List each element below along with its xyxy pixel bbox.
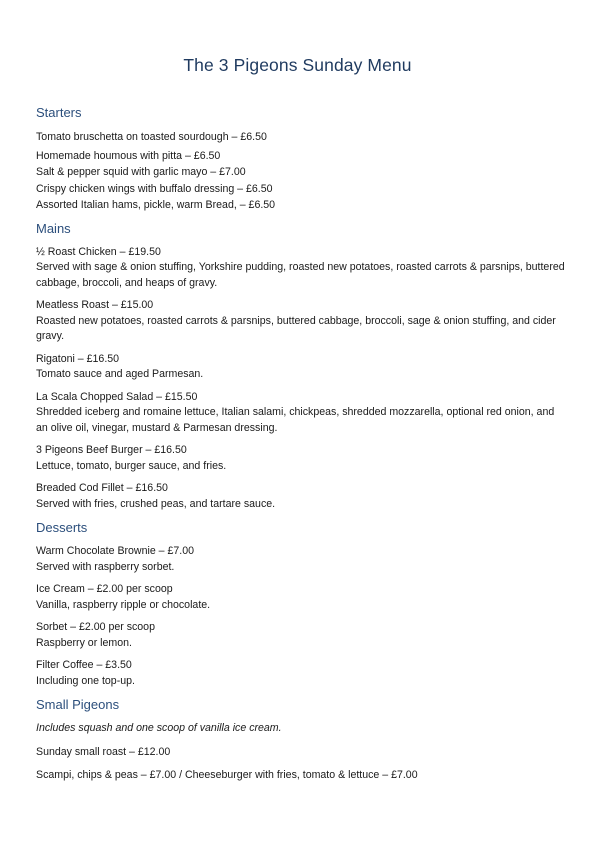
dessert-item (36, 620, 566, 651)
main-item-description: Roasted new potatoes, roasted carrots & parsnips, buttered cabbage, broccoli, sage & onion stuffing, and cider gravy. (36, 314, 556, 342)
small-pigeons-section (36, 696, 566, 784)
main-item-description: Lettuce, tomato, burger sauce, and fries. (36, 459, 227, 472)
dessert-item-name: Filter Coffee – £3.50 (36, 659, 132, 671)
dessert-item-description: Raspberry or lemon. (36, 636, 132, 649)
mains-heading: Mains (36, 220, 71, 236)
main-item-name: Meatless Roast – £15.00 (36, 299, 154, 311)
starters-section (36, 104, 566, 214)
dessert-item-name: Sorbet – £2.00 per scoop (36, 621, 155, 633)
main-item (36, 352, 566, 383)
starter-item: Salt & pepper squid with garlic mayo – £7.00 (36, 166, 246, 178)
main-item-name: Breaded Cod Fillet – £16.50 (36, 482, 168, 494)
main-item (36, 390, 566, 437)
starter-item: Homemade houmous with pitta – £6.50 (36, 149, 221, 162)
desserts-heading: Desserts (36, 520, 88, 535)
main-item-name: Rigatoni – £16.50 (36, 352, 120, 365)
main-item-description: Served with sage & onion stuffing, Yorkshire pudding, roasted new potatoes, roasted carrots & parsnips, buttered cabbage, broccoli, and heaps of gravy. (36, 261, 565, 289)
dessert-item (36, 544, 566, 575)
main-item (36, 481, 566, 512)
main-item-name: 3 Pigeons Beef Burger – £16.50 (36, 444, 187, 456)
dessert-item-description: Served with raspberry sorbet. (36, 560, 175, 573)
main-item-name: La Scala Chopped Salad – £15.50 (36, 390, 198, 403)
dessert-item-description: Vanilla, raspberry ripple or chocolate. (36, 598, 211, 611)
small-pigeons-item: Scampi, chips & peas – £7.00 / Cheeseburger with fries, tomato & lettuce – £7.00 (36, 769, 418, 781)
dessert-item-name: Ice Cream – £2.00 per scoop (36, 583, 173, 595)
starter-item: Assorted Italian hams, pickle, warm Bread, – £6.50 (36, 199, 276, 211)
main-item-description: Tomato sauce and aged Parmesan. (36, 368, 204, 380)
mains-section (36, 220, 566, 513)
dessert-item-description: Including one top-up. (36, 674, 135, 687)
dessert-item (36, 658, 566, 689)
main-item-description: Shredded iceberg and romaine lettuce, Italian salami, chickpeas, shredded mozzarella, optional red onion, and an olive oil, vinegar, mustard & Parmesan dressing. (36, 406, 555, 434)
starters-heading: Starters (36, 105, 82, 120)
main-item-description: Served with fries, crushed peas, and tartare sauce. (36, 497, 276, 510)
small-pigeons-heading: Small Pigeons (36, 697, 120, 712)
desserts-section (36, 519, 566, 689)
dessert-item (36, 582, 566, 613)
dessert-item-name: Warm Chocolate Brownie – £7.00 (36, 545, 195, 557)
main-item-name: ½ Roast Chicken – £19.50 (36, 245, 161, 258)
small-pigeons-item: Sunday small roast – £12.00 (36, 745, 171, 758)
small-pigeons-note: Includes squash and one scoop of vanilla ice cream. (36, 722, 282, 734)
menu-content (36, 104, 566, 792)
main-item (36, 298, 566, 345)
main-item (36, 443, 566, 474)
main-item (36, 245, 566, 292)
page-title: The 3 Pigeons Sunday Menu (183, 55, 412, 75)
starter-item: Crispy chicken wings with buffalo dressing – £6.50 (36, 182, 273, 195)
starter-item: Tomato bruschetta on toasted sourdough – £6.50 (36, 131, 267, 143)
